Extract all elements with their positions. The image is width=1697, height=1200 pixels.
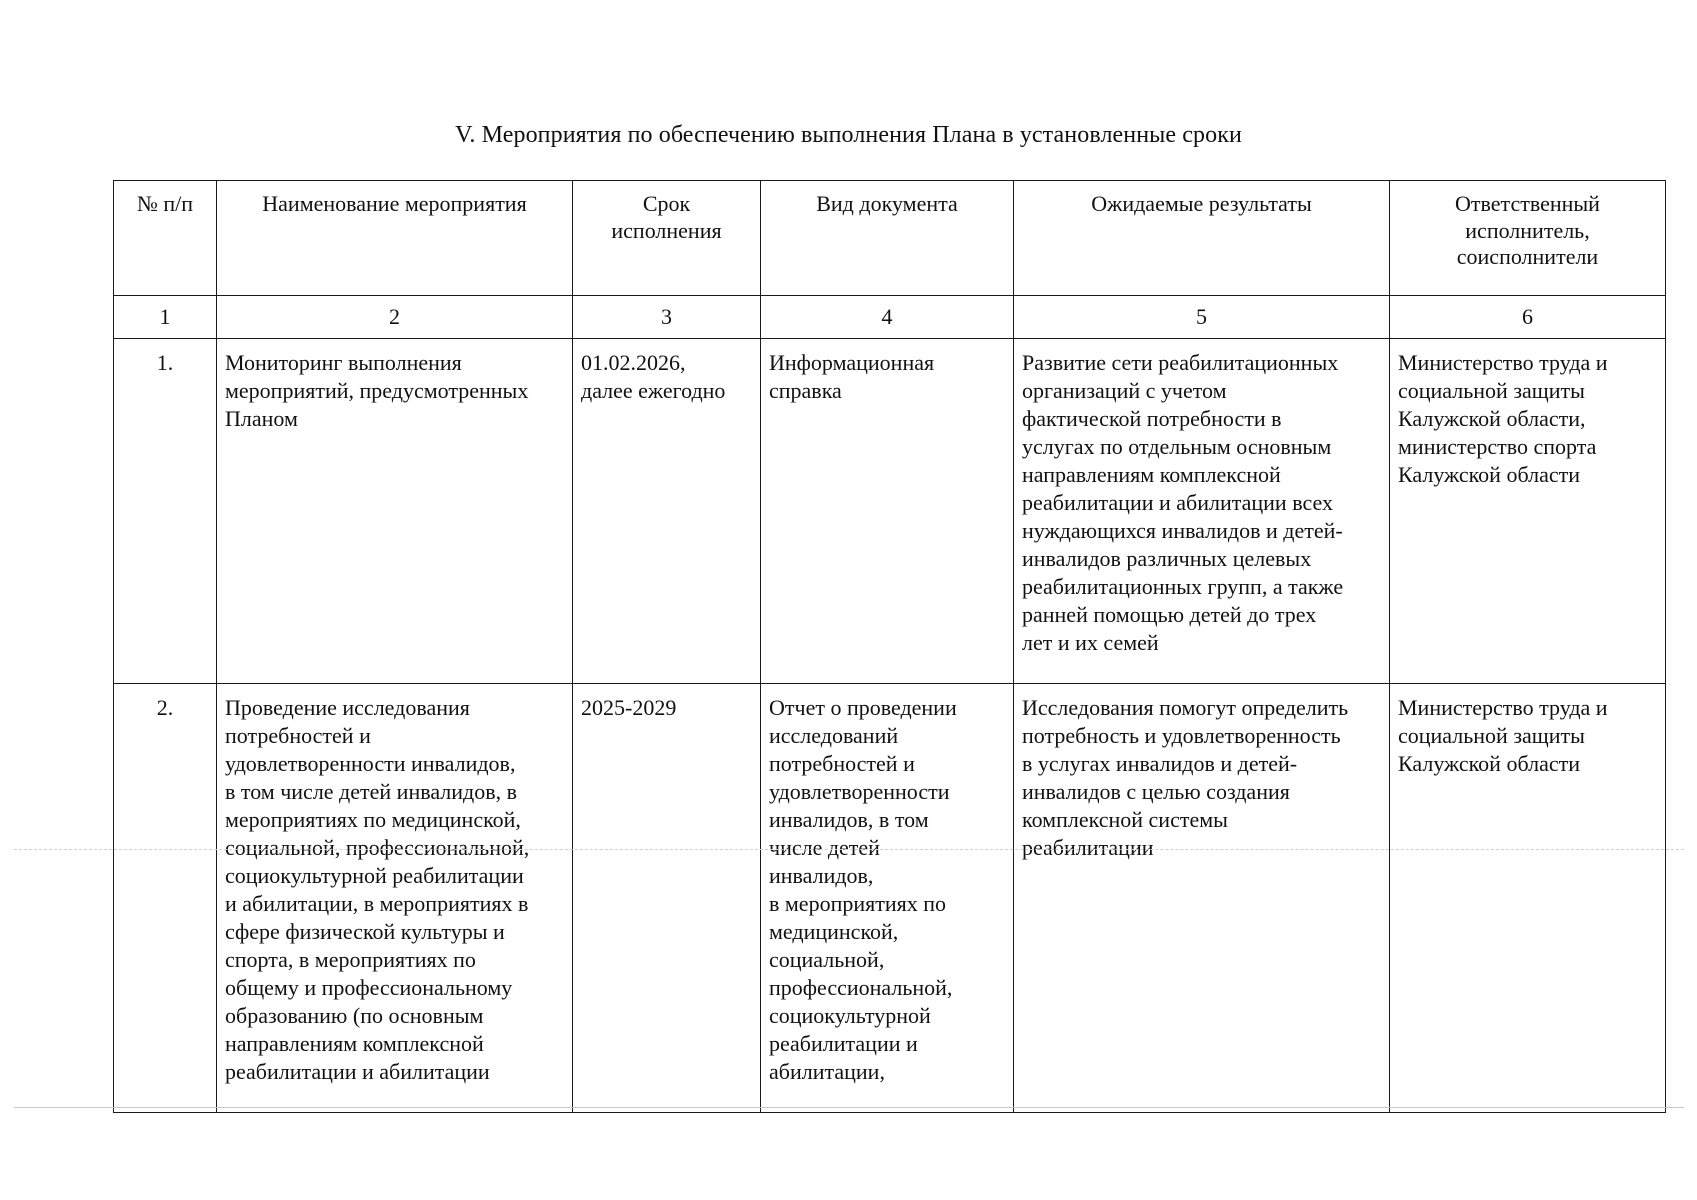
cell-line: Проведение исследования bbox=[225, 695, 470, 720]
cell-line: спорта, в мероприятиях по bbox=[225, 947, 476, 972]
header-cell-name bbox=[217, 181, 573, 296]
column-number-cell: 6 bbox=[1390, 296, 1666, 339]
cell-line: удовлетворенности bbox=[769, 779, 950, 804]
cell-line: удовлетворенности инвалидов, bbox=[225, 751, 516, 776]
cell-line: сфере физической культуры и bbox=[225, 919, 505, 944]
cell-line: справка bbox=[769, 378, 842, 403]
cell-line: и абилитации, в мероприятиях в bbox=[225, 891, 529, 916]
column-number-cell: 2 bbox=[217, 296, 573, 339]
header-line: Наименование мероприятия bbox=[262, 191, 527, 216]
cell-line: Мониторинг выполнения bbox=[225, 350, 462, 375]
cell-line: направлениям комплексной bbox=[1022, 462, 1281, 487]
header-cell-term bbox=[573, 181, 761, 296]
cell-line: социальной, bbox=[769, 947, 885, 972]
cell-line: общему и профессиональному bbox=[225, 975, 513, 1000]
column-number-cell: 4 bbox=[761, 296, 1014, 339]
header-line: Ожидаемые результаты bbox=[1091, 191, 1312, 216]
cell-line: инвалидов, bbox=[769, 863, 874, 888]
cell-line: Планом bbox=[225, 406, 298, 431]
cell-line: Министерство труда и bbox=[1398, 695, 1608, 720]
header-cell-number bbox=[114, 181, 217, 296]
cell-line: лет и их семей bbox=[1022, 630, 1159, 655]
cell-line: комплексной системы bbox=[1022, 807, 1228, 832]
header-line: исполнитель, bbox=[1465, 217, 1590, 243]
header-line: Срок bbox=[642, 191, 691, 216]
cell-line: социальной защиты bbox=[1398, 723, 1585, 748]
cell-line: Исследования помогут определить bbox=[1022, 695, 1349, 720]
term-cell bbox=[573, 684, 761, 1113]
header-cell-results bbox=[1014, 181, 1390, 296]
cell-line: Отчет о проведении bbox=[769, 695, 957, 720]
cell-line: исследований bbox=[769, 723, 899, 748]
cell-line: потребностей и bbox=[225, 723, 371, 748]
header-line: исполнения bbox=[611, 217, 722, 243]
document-type-cell bbox=[761, 339, 1014, 684]
column-number-cell: 5 bbox=[1014, 296, 1390, 339]
cell-line: 2025-2029 bbox=[581, 695, 677, 720]
cell-line: социокультурной реабилитации bbox=[225, 863, 524, 888]
cell-line: социальной защиты bbox=[1398, 378, 1585, 403]
cell-line: нуждающихся инвалидов и детей- bbox=[1022, 518, 1343, 543]
row-number-cell: 2. bbox=[114, 684, 217, 1113]
cell-line: инвалидов, в том bbox=[769, 807, 929, 832]
header-line: № п/п bbox=[136, 191, 194, 216]
cell-line: далее ежегодно bbox=[581, 378, 726, 403]
cell-line: мероприятиях по медицинской, bbox=[225, 807, 521, 832]
cell-line: в мероприятиях по bbox=[769, 891, 947, 916]
expected-results-cell bbox=[1014, 684, 1390, 1113]
page-title: V. Мероприятия по обеспечению выполнения Плана в установленные сроки bbox=[455, 122, 1242, 148]
table-row bbox=[114, 684, 1666, 1113]
table-header-row bbox=[114, 181, 1666, 296]
cell-line: образованию (по основным bbox=[225, 1003, 484, 1028]
cell-line: социальной, профессиональной, bbox=[225, 835, 530, 860]
measure-name-cell bbox=[217, 339, 573, 684]
cell-line: Министерство труда и bbox=[1398, 350, 1608, 375]
cell-line: Информационная bbox=[769, 350, 935, 375]
header-line: соисполнители bbox=[1456, 244, 1599, 269]
measures-table bbox=[113, 180, 1666, 1113]
cell-line: реабилитации и абилитации bbox=[225, 1059, 490, 1084]
cell-line: мероприятий, предусмотренных bbox=[225, 378, 529, 403]
scan-artifact-line bbox=[14, 849, 1684, 850]
cell-line: инвалидов различных целевых bbox=[1022, 546, 1312, 571]
cell-line: Калужской области bbox=[1398, 462, 1580, 487]
expected-results-cell bbox=[1014, 339, 1390, 684]
cell-line: реабилитации bbox=[1022, 835, 1154, 860]
header-line: Ответственный bbox=[1455, 191, 1600, 216]
cell-line: потребностей и bbox=[769, 751, 915, 776]
cell-line: Калужской области bbox=[1398, 751, 1580, 776]
column-number-row bbox=[114, 296, 1666, 339]
cell-line: реабилитационных групп, а также bbox=[1022, 574, 1344, 599]
cell-line: министерство спорта bbox=[1398, 434, 1597, 459]
cell-line: медицинской, bbox=[769, 919, 899, 944]
responsible-cell bbox=[1390, 684, 1666, 1113]
cell-line: Калужской области, bbox=[1398, 406, 1586, 431]
row-number-cell: 1. bbox=[114, 339, 217, 684]
document-type-cell bbox=[761, 684, 1014, 1113]
header-cell-responsible bbox=[1390, 181, 1666, 296]
cell-line: потребность и удовлетворенность bbox=[1022, 723, 1341, 748]
cell-line: услугах по отдельным основным bbox=[1022, 434, 1332, 459]
term-cell bbox=[573, 339, 761, 684]
cell-line: реабилитации и bbox=[769, 1031, 918, 1056]
cell-line: 01.02.2026, bbox=[581, 350, 686, 375]
column-number-cell: 1 bbox=[114, 296, 217, 339]
column-number-cell: 3 bbox=[573, 296, 761, 339]
cell-line: профессиональной, bbox=[769, 975, 953, 1000]
cell-line: организаций с учетом bbox=[1022, 378, 1227, 403]
cell-line: Развитие сети реабилитационных bbox=[1022, 350, 1339, 375]
scan-artifact-line bbox=[14, 1107, 1684, 1108]
cell-line: фактической потребности в bbox=[1022, 406, 1282, 431]
cell-line: ранней помощью детей до трех bbox=[1022, 602, 1317, 627]
cell-line: инвалидов с целью создания bbox=[1022, 779, 1290, 804]
cell-line: направлениям комплексной bbox=[225, 1031, 484, 1056]
responsible-cell bbox=[1390, 339, 1666, 684]
table-row bbox=[114, 339, 1666, 684]
header-line: Вид документа bbox=[816, 191, 958, 216]
cell-line: социокультурной bbox=[769, 1003, 931, 1028]
cell-line: в том числе детей инвалидов, в bbox=[225, 779, 517, 804]
measure-name-cell bbox=[217, 684, 573, 1113]
cell-line: в услугах инвалидов и детей- bbox=[1022, 751, 1298, 776]
cell-line: реабилитации и абилитации всех bbox=[1022, 490, 1333, 515]
cell-line: числе детей bbox=[769, 835, 880, 860]
cell-line: абилитации, bbox=[769, 1059, 885, 1084]
header-cell-document bbox=[761, 181, 1014, 296]
